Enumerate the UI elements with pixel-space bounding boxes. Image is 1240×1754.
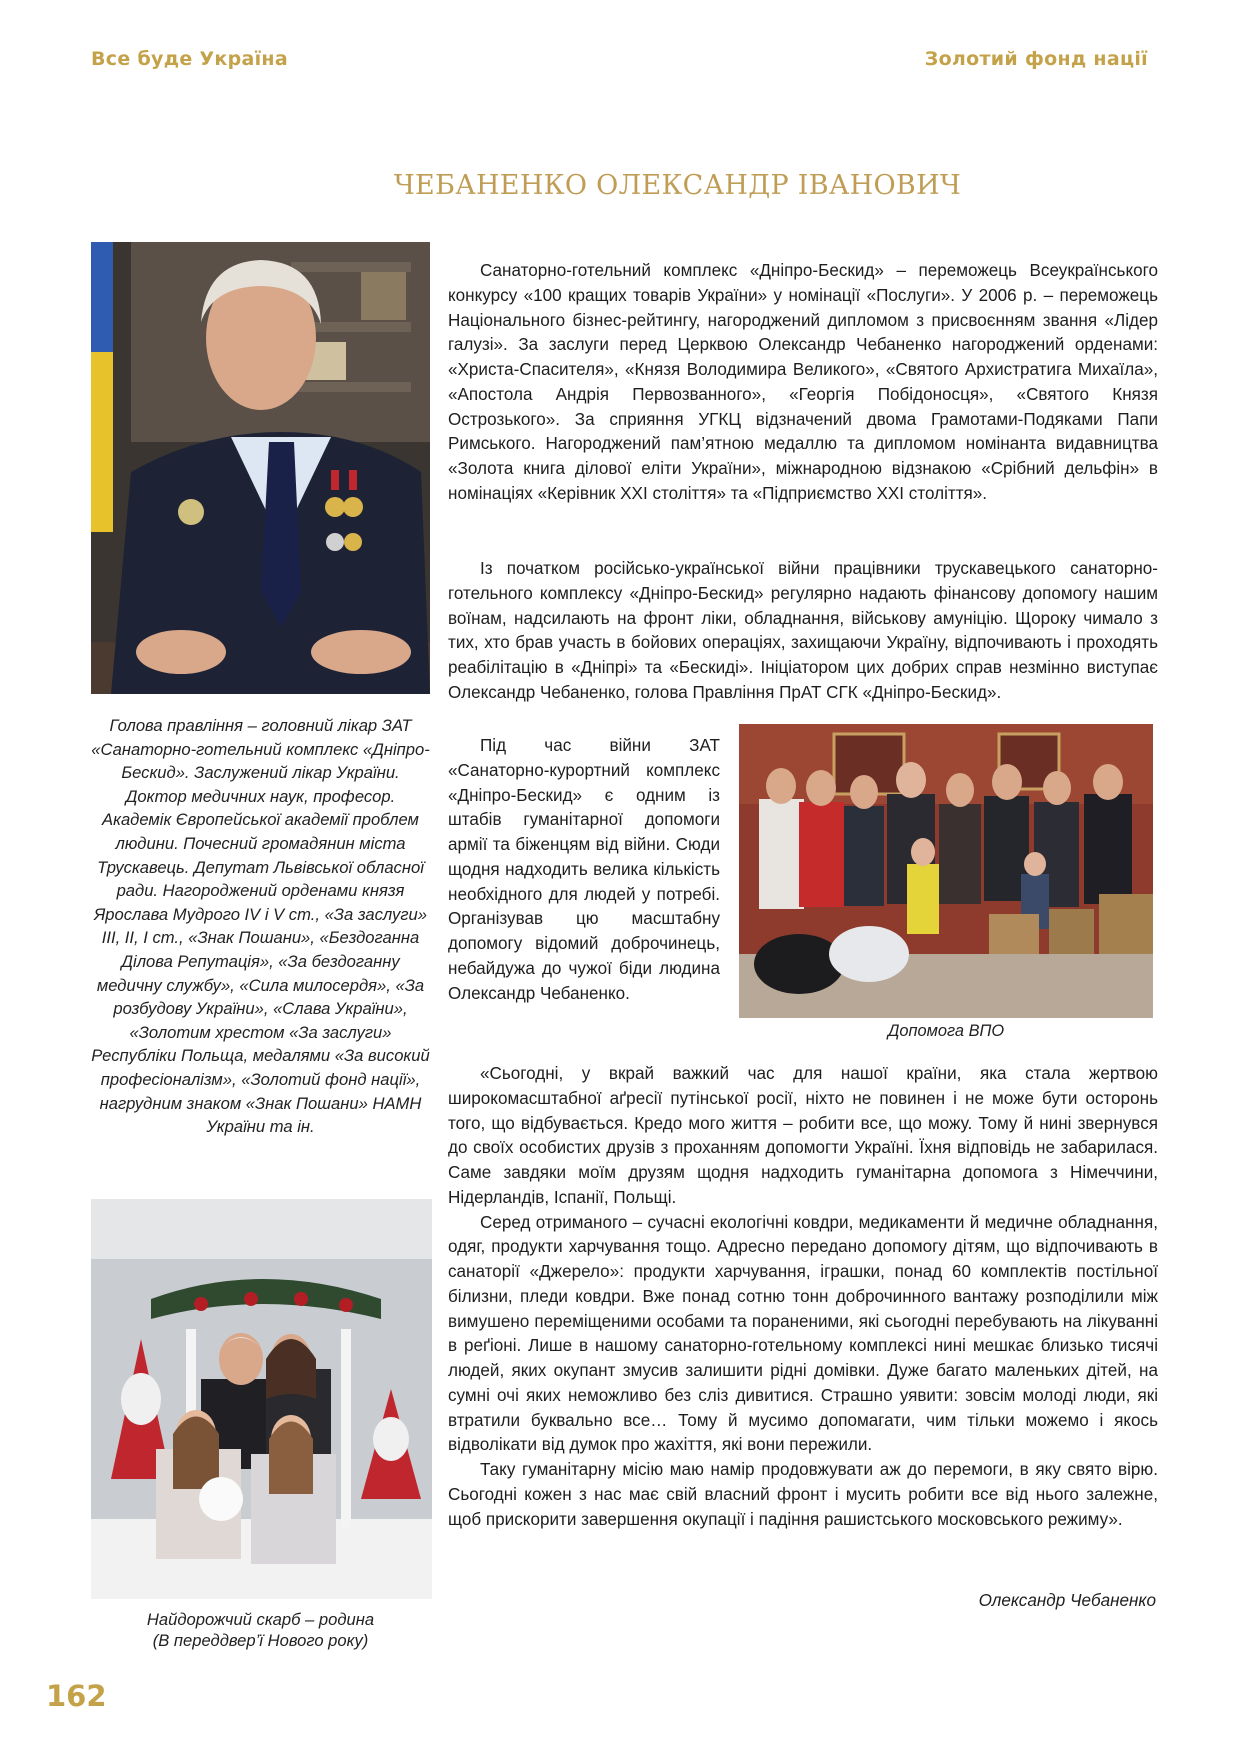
portrait-photo xyxy=(91,242,430,694)
author-signature: Олександр Чебаненко xyxy=(978,1591,1156,1610)
family-caption-line-2: (В переддвер’ї Нового року) xyxy=(152,1631,369,1650)
portrait-caption: Голова правління – головний лікар ЗАТ «Санаторно-готельний комплекс «Дніпро-Бескид». Заслужений лікар України. Доктор медичних наук, професор. Академік Європейської академії проблем людини. Почесний громадянин міста Трускавець. Депутат Львівської обласної ради. Нагороджений орденами князя Ярослава Мудрого IV і V ст., «За заслуги» III, II, I ст., «Знак Пошани», «Бездоганна Ділова Репутація», «За бездоганну медичну службу», «Сила милосердя», «За розбудову України», «Слава України», «Золотим хрестом «За заслуги» Республіки Польща, медалями «За високий професіоналізм», «Золотий фонд нації», нагрудним знаком «Знак Пошани» НАМН України та ін. xyxy=(91,716,430,1137)
family-photo-caption xyxy=(91,1609,430,1651)
article-title: ЧЕБАНЕНКО ОЛЕКСАНДР ІВАНОВИЧ xyxy=(393,170,962,201)
humanitarian-aid-photo xyxy=(739,724,1153,1018)
family-photo xyxy=(91,1199,432,1599)
article-body-block-4 xyxy=(448,1062,1158,1532)
article-body-block-3 xyxy=(448,734,720,1006)
paragraph: Із початком російсько-української війни працівники трускавецького санаторно-готельного комплексу «Дніпро-Бескид» регулярно надають фінансову допомогу нашим воїнам, надсилають на фронт ліки, обладнання, військову амуніцію. Щороку чимало з тих, хто брав участь в бойових операціях, захищаючи Україну, відпочивають і проходять реабілітацію в «Дніпрі» та «Бескиді». Ініціатором цих добрих справ незмінно виступає Олександр Чебаненко, голова Правління ПрАТ СГК «Дніпро-Бескид». xyxy=(448,559,1158,702)
article-body-block-2 xyxy=(448,557,1158,706)
paragraph: Під час війни ЗАТ «Санаторно-курортний комплекс «Дніпро-Бескид» є одним із штабів гуманітарної допомоги армії та біженцям від війни. Сюди щодня надходить велика кількість необхідного для людей у потребі. Організував цю масштабну допомогу відомий доброчинець, небайдужа до чужої біди людина Олександр Чебаненко. xyxy=(448,736,720,1003)
paragraph: Серед отриманого – сучасні екологічні ковдри, медикаменти й медичне обладнання, одяг, продукти харчування тощо. Адресно передано допомогу дітям, що відпочивають в санаторії «Джерело»: продукти харчування, іграшки, понад 60 комплектів постільної білизни, пледи ковдри. Вже понад сотню тонн доброчинного вантажу розподілили між вимушено переміщеними особами та пораненими, які сьогодні перебувають на лікуванні в реґіоні. Лише в нашому санаторно-готельному комплексі нині мешкає близько тисячі людей, яких окупант змусив залишити рідні домівки. Дуже багато маленьких дітей, на сумні очі яких неможливо без сліз дивитися. Страшно уявити: зовсім молоді люди, які втратили буквально все… Тому й мусимо допомагати, чим тільки можемо і якось відволікати від думок про жахіття, які вони пережили. xyxy=(448,1212,1158,1455)
page-number: 162 xyxy=(46,1679,107,1713)
paragraph: «Сьогодні, у вкрай важкий час для нашої країни, яка стала жертвою широкомасштабної аґресії путінської росії, ніхто не повинен і не може бути осторонь того, що відбувається. Кредо мого життя – робити все, що можу. Тому й нині звернувся до своїх особистих друзів з проханням допомогти Україні. Їхня відповідь не забарилася. Саме завдяки моїм друзям щодня надходить гуманітарна допомога з Німеччини, Нідерландів, Іспанії, Польщі. xyxy=(448,1064,1158,1207)
humanitarian-aid-caption: Допомога ВПО xyxy=(887,1022,1005,1040)
family-caption-line-1: Найдорожчий скарб – родина xyxy=(146,1610,375,1629)
paragraph: Таку гуманітарну місію маю намір продовжувати аж до перемоги, в яку свято вірю. Сьогодні кожен з нас має свій власний фронт і мусить робити все від нього залежне, щоб прискорити завершення окупації і падіння рашистського московського режиму». xyxy=(448,1460,1158,1529)
running-header-left: Все буде Україна xyxy=(91,48,288,70)
article-body-block-1 xyxy=(448,259,1158,507)
paragraph: Санаторно-готельний комплекс «Дніпро-Бескид» – переможець Всеукраїнського конкурсу «100 кращих товарів України» у номінації «Послуги». У 2006 р. – переможець Національного бізнес-рейтингу, нагороджений дипломом з присвоєнням звання «Лідер галузі». За заслуги перед Церквою Олександр Чебаненко нагороджений орденами: «Христа-Спасителя», «Князя Володимира Великого», «Святого Архистратига Михаїла», «Апостола Андрія Первозванного», «Георгія Побідоносця», «Святого Князя Острозького». За сприяння УГКЦ відзначений двома Грамотами-Подяками Папи Римського. Нагороджений пам’ятною медаллю та дипломом номінанта видавництва «Золота книга ділової еліти України», міжнародною відзнакою «Срібний дельфін» в номінаціях «Керівник ХХІ століття» та «Підприємство ХХІ століття». xyxy=(448,261,1158,503)
running-header-right: Золотий фонд нації xyxy=(924,48,1148,70)
